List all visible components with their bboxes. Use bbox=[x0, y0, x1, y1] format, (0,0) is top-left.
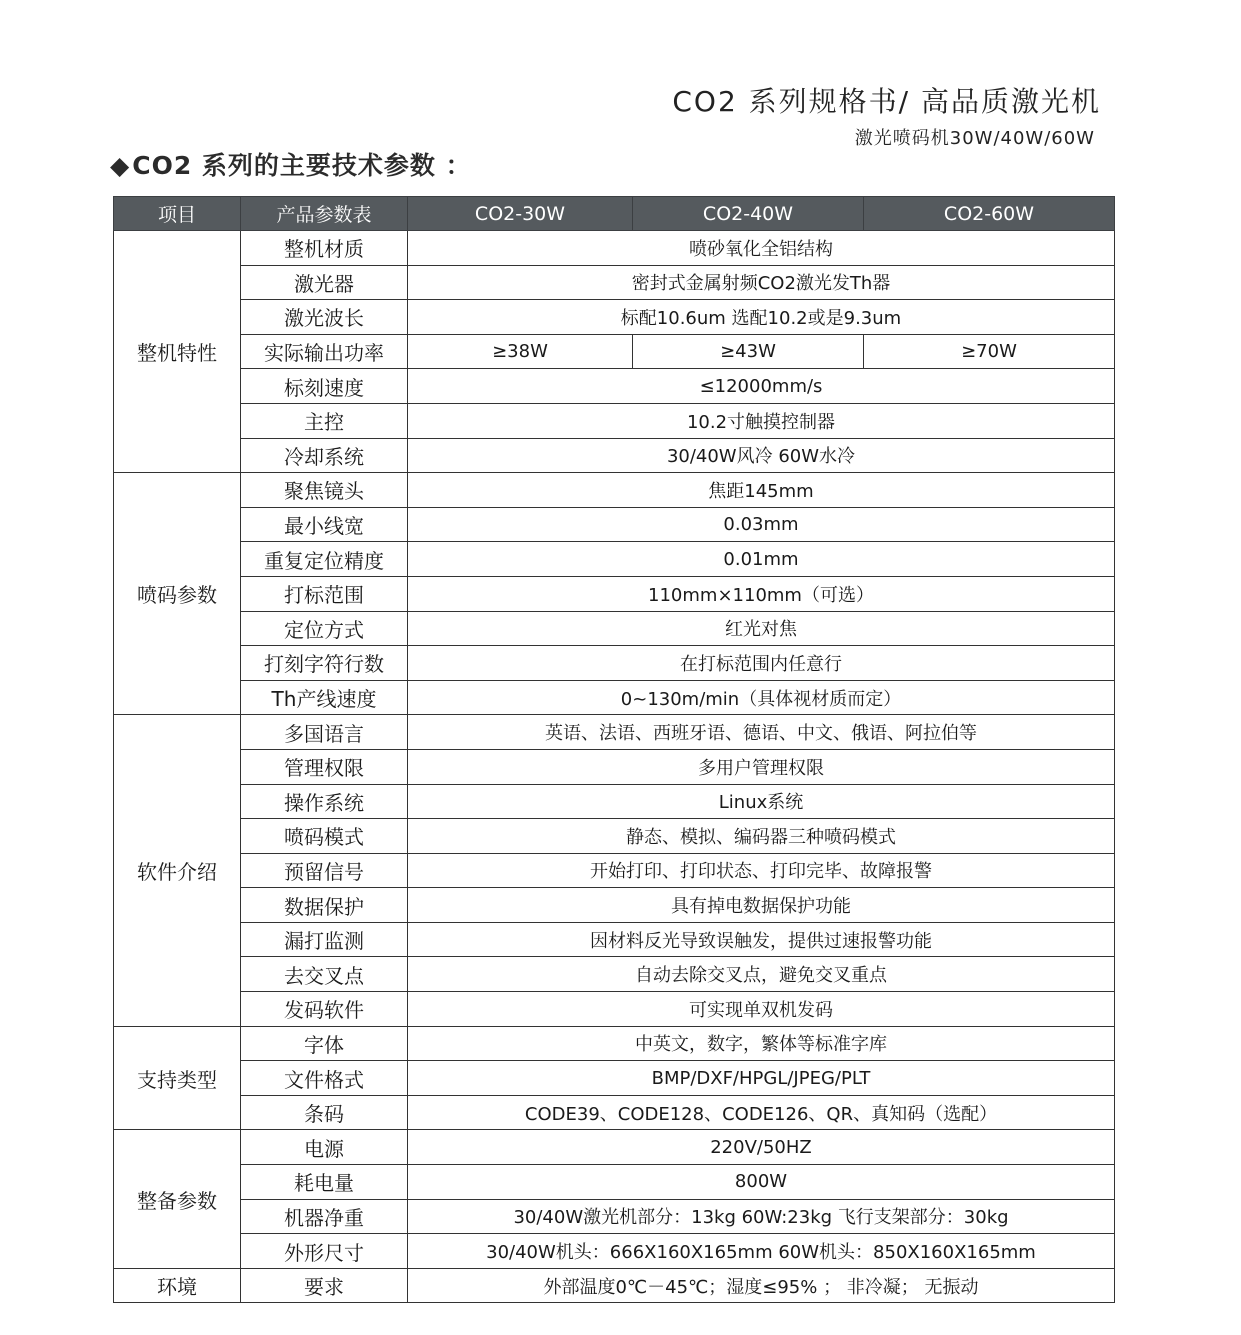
section-heading-text: CO2 系列的主要技术参数 ： bbox=[132, 151, 472, 180]
parameter-value-cell: 0~130m/min（具体视材质而定） bbox=[408, 680, 1115, 715]
table-row bbox=[114, 611, 1115, 646]
parameter-value-cell: 焦距145mm bbox=[408, 473, 1115, 508]
table-row bbox=[114, 922, 1115, 957]
parameter-value-cell: 30/40W机头：666X160X165mm 60W机头：850X160X165mm bbox=[408, 1234, 1115, 1269]
column-header-item: 项目 bbox=[114, 197, 241, 231]
table-row bbox=[114, 715, 1115, 750]
parameter-label-cell: 要求 bbox=[241, 1268, 408, 1303]
parameter-label-cell: 打标范围 bbox=[241, 576, 408, 611]
parameter-label-cell: 电源 bbox=[241, 1130, 408, 1165]
parameter-label-cell: 定位方式 bbox=[241, 611, 408, 646]
parameter-label-cell: 文件格式 bbox=[241, 1061, 408, 1096]
parameter-value-cell: 220V/50HZ bbox=[408, 1130, 1115, 1165]
parameter-value-cell: 英语、法语、西班牙语、德语、中文、俄语、阿拉伯等 bbox=[408, 715, 1115, 750]
spec-table-body bbox=[114, 231, 1115, 1303]
table-header-row bbox=[114, 197, 1115, 231]
parameter-label-cell: 漏打监测 bbox=[241, 922, 408, 957]
parameter-value-cell: 0.03mm bbox=[408, 507, 1115, 542]
table-row bbox=[114, 473, 1115, 508]
table-row bbox=[114, 438, 1115, 473]
column-header-co2-30w: CO2-30W bbox=[408, 197, 633, 231]
parameter-value-cell: ≥70W bbox=[864, 334, 1115, 369]
parameter-label-cell: 打刻字符行数 bbox=[241, 646, 408, 681]
parameter-label-cell: 整机材质 bbox=[241, 231, 408, 266]
group-name-cell: 整备参数 bbox=[114, 1130, 241, 1268]
table-row bbox=[114, 992, 1115, 1027]
parameter-value-cell: 10.2寸触摸控制器 bbox=[408, 403, 1115, 438]
table-row bbox=[114, 957, 1115, 992]
table-row bbox=[114, 646, 1115, 681]
group-name-cell: 支持类型 bbox=[114, 1026, 241, 1130]
group-name-cell: 整机特性 bbox=[114, 231, 241, 473]
parameter-label-cell: 实际输出功率 bbox=[241, 334, 408, 369]
parameter-label-cell: 多国语言 bbox=[241, 715, 408, 750]
table-row bbox=[114, 507, 1115, 542]
group-name-cell: 环境 bbox=[114, 1268, 241, 1303]
parameter-value-cell: Linux系统 bbox=[408, 784, 1115, 819]
parameter-value-cell: 800W bbox=[408, 1165, 1115, 1200]
parameter-value-cell: 多用户管理权限 bbox=[408, 749, 1115, 784]
parameter-value-cell: 密封式金属射频CO2激光发Th器 bbox=[408, 265, 1115, 300]
parameter-label-cell: 重复定位精度 bbox=[241, 542, 408, 577]
table-row bbox=[114, 749, 1115, 784]
parameter-value-cell: 外部温度0℃－45℃；湿度≤95% ； 非冷凝； 无振动 bbox=[408, 1268, 1115, 1303]
parameter-label-cell: 预留信号 bbox=[241, 853, 408, 888]
parameter-value-cell: 可实现单双机发码 bbox=[408, 992, 1115, 1027]
diamond-bullet-icon: ◆ bbox=[110, 151, 131, 180]
table-row bbox=[114, 576, 1115, 611]
spec-table bbox=[113, 196, 1115, 1303]
table-row bbox=[114, 231, 1115, 266]
parameter-value-cell: 30/40W激光机部分：13kg 60W:23kg 飞行支架部分：30kg bbox=[408, 1199, 1115, 1234]
document-title: CO2 系列规格书/ 高品质激光机 bbox=[672, 85, 1101, 118]
parameter-value-cell: 标配10.6um 选配10.2或是9.3um bbox=[408, 300, 1115, 335]
table-row bbox=[114, 1234, 1115, 1269]
group-name-cell: 喷码参数 bbox=[114, 473, 241, 715]
parameter-label-cell: 数据保护 bbox=[241, 888, 408, 923]
parameter-value-cell: 红光对焦 bbox=[408, 611, 1115, 646]
column-header-co2-40w: CO2-40W bbox=[633, 197, 864, 231]
parameter-value-cell: CODE39、CODE128、CODE126、QR、真知码（选配） bbox=[408, 1095, 1115, 1130]
parameter-label-cell: 耗电量 bbox=[241, 1165, 408, 1200]
column-header-parameter: 产品参数表 bbox=[241, 197, 408, 231]
parameter-value-cell: 具有掉电数据保护功能 bbox=[408, 888, 1115, 923]
table-row bbox=[114, 819, 1115, 854]
parameter-label-cell: 冷却系统 bbox=[241, 438, 408, 473]
parameter-label-cell: 喷码模式 bbox=[241, 819, 408, 854]
parameter-label-cell: 发码软件 bbox=[241, 992, 408, 1027]
table-row bbox=[114, 784, 1115, 819]
parameter-label-cell: 字体 bbox=[241, 1026, 408, 1061]
table-row bbox=[114, 1268, 1115, 1303]
table-row bbox=[114, 300, 1115, 335]
parameter-label-cell: 标刻速度 bbox=[241, 369, 408, 404]
parameter-label-cell: Th产线速度 bbox=[241, 680, 408, 715]
table-row bbox=[114, 1199, 1115, 1234]
parameter-label-cell: 条码 bbox=[241, 1095, 408, 1130]
parameter-value-cell: 喷砂氧化全铝结构 bbox=[408, 231, 1115, 266]
parameter-value-cell: 30/40W风冷 60W水冷 bbox=[408, 438, 1115, 473]
table-row bbox=[114, 888, 1115, 923]
parameter-value-cell: ≥43W bbox=[633, 334, 864, 369]
document-subtitle: 激光喷码机30W/40W/60W bbox=[854, 128, 1095, 149]
parameter-label-cell: 激光波长 bbox=[241, 300, 408, 335]
parameter-label-cell: 管理权限 bbox=[241, 749, 408, 784]
table-row bbox=[114, 853, 1115, 888]
parameter-value-cell: 静态、模拟、编码器三种喷码模式 bbox=[408, 819, 1115, 854]
parameter-value-cell: ≤12000mm/s bbox=[408, 369, 1115, 404]
table-row bbox=[114, 680, 1115, 715]
parameter-value-cell: 自动去除交叉点，避免交叉重点 bbox=[408, 957, 1115, 992]
parameter-value-cell: 0.01mm bbox=[408, 542, 1115, 577]
table-row bbox=[114, 334, 1115, 369]
table-row bbox=[114, 1165, 1115, 1200]
parameter-value-cell: 110mm×110mm（可选） bbox=[408, 576, 1115, 611]
group-name-cell: 软件介绍 bbox=[114, 715, 241, 1026]
parameter-label-cell: 外形尺寸 bbox=[241, 1234, 408, 1269]
parameter-label-cell: 操作系统 bbox=[241, 784, 408, 819]
section-heading bbox=[110, 146, 472, 182]
table-row bbox=[114, 265, 1115, 300]
table-row bbox=[114, 1095, 1115, 1130]
parameter-label-cell: 聚焦镜头 bbox=[241, 473, 408, 508]
parameter-value-cell: ≥38W bbox=[408, 334, 633, 369]
table-row bbox=[114, 403, 1115, 438]
table-row bbox=[114, 1061, 1115, 1096]
parameter-label-cell: 激光器 bbox=[241, 265, 408, 300]
parameter-value-cell: BMP/DXF/HPGL/JPEG/PLT bbox=[408, 1061, 1115, 1096]
parameter-label-cell: 去交叉点 bbox=[241, 957, 408, 992]
table-row bbox=[114, 1130, 1115, 1165]
table-row bbox=[114, 542, 1115, 577]
parameter-label-cell: 主控 bbox=[241, 403, 408, 438]
parameter-value-cell: 在打标范围内任意行 bbox=[408, 646, 1115, 681]
parameter-value-cell: 因材料反光导致误触发，提供过速报警功能 bbox=[408, 922, 1115, 957]
parameter-label-cell: 最小线宽 bbox=[241, 507, 408, 542]
table-row bbox=[114, 1026, 1115, 1061]
parameter-value-cell: 开始打印、打印状态、打印完毕、故障报警 bbox=[408, 853, 1115, 888]
column-header-co2-60w: CO2-60W bbox=[864, 197, 1115, 231]
parameter-value-cell: 中英文，数字，繁体等标准字库 bbox=[408, 1026, 1115, 1061]
parameter-label-cell: 机器净重 bbox=[241, 1199, 408, 1234]
table-row bbox=[114, 369, 1115, 404]
